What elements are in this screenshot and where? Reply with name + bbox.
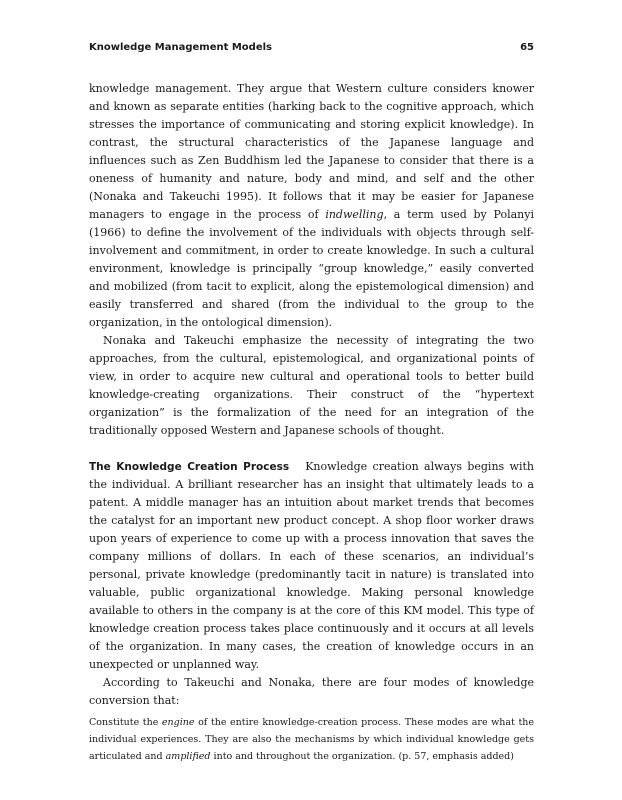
quote-text: of the entire knowledge-creation process. These modes are what the individual experiences. They are also the mechanisms by which individual knowledge gets articulated and bbox=[89, 717, 534, 762]
paragraph-four-modes: According to Takeuchi and Nonaka, there are four modes of knowledge conversion that: bbox=[89, 676, 534, 707]
paragraph-text: knowledge management. They argue that Western culture considers knower and known as separate entities (harking back to the cognitive approach, which stresses the importance of communicating and storing explicit knowledge). In contrast, the structural characteristics of the Japanese language and influences such as Zen Buddhism led the Japanese to consider that there is a oneness of humanity and nature, body and mind, and self and the other (Nonaka and Takeuchi 1995). It follows that it may be easier for Japanese managers to engage in the process of bbox=[89, 82, 534, 221]
running-head-title: Knowledge Management Models bbox=[89, 42, 272, 53]
paragraph-western-japanese-culture bbox=[89, 80, 534, 332]
quote-text: Constitute the bbox=[89, 717, 162, 728]
paragraph-text: , a term used by Polanyi (1966) to define the involvement of the individuals with objects through self-involvement and commitment, in order to create knowledge. In such a cultural environment, knowledge is principally “group knowledge,” easily converted and mobilized (from tacit to explicit, along the epistemological dimension) and easily transferred and shared (from the individual to the group to the organization, in the ontological dimension). bbox=[89, 208, 534, 329]
body-text bbox=[89, 80, 534, 765]
paragraph-knowledge-creation bbox=[89, 458, 534, 674]
quote-text: into and throughout the organization. (p. 57, emphasis added) bbox=[210, 751, 514, 762]
paragraph-integration: Nonaka and Takeuchi emphasize the necessity of integrating the two approaches, from the cultural, epistemological, and organizational points of view, in order to acquire new cultural and operational tools to better build knowledge-creating organizations. Their construct of the “hypertext organization” is the formalization of the need for an integration of the traditionally opposed Western and Japanese schools of thought. bbox=[89, 334, 534, 437]
block-quote bbox=[89, 714, 534, 765]
running-header bbox=[89, 42, 534, 58]
paragraph-text: Knowledge creation always begins with the individual. A brilliant researcher has an insight that ultimately leads to a patent. A middle manager has an intuition about market trends that becomes the catalyst for an important new product concept. A shop floor worker draws upon years of experience to come up with a process innovation that saves the company millions of dollars. In each of these scenarios, an individual’s personal, private knowledge (predominantly tacit in nature) is translated into valuable, public organizational knowledge. Making personal knowledge available to others in the company is at the core of this KM model. This type of knowledge creation process takes place continuously and it occurs at all levels of the organization. In many cases, the creation of knowledge occurs in an unexpected or unplanned way. bbox=[89, 460, 534, 671]
section-heading: The Knowledge Creation Process bbox=[89, 461, 290, 473]
emphasis-term: indwelling bbox=[325, 208, 384, 221]
page-number: 65 bbox=[520, 42, 534, 53]
quote-emphasis: engine bbox=[161, 717, 195, 728]
quote-emphasis: amplified bbox=[165, 751, 211, 762]
